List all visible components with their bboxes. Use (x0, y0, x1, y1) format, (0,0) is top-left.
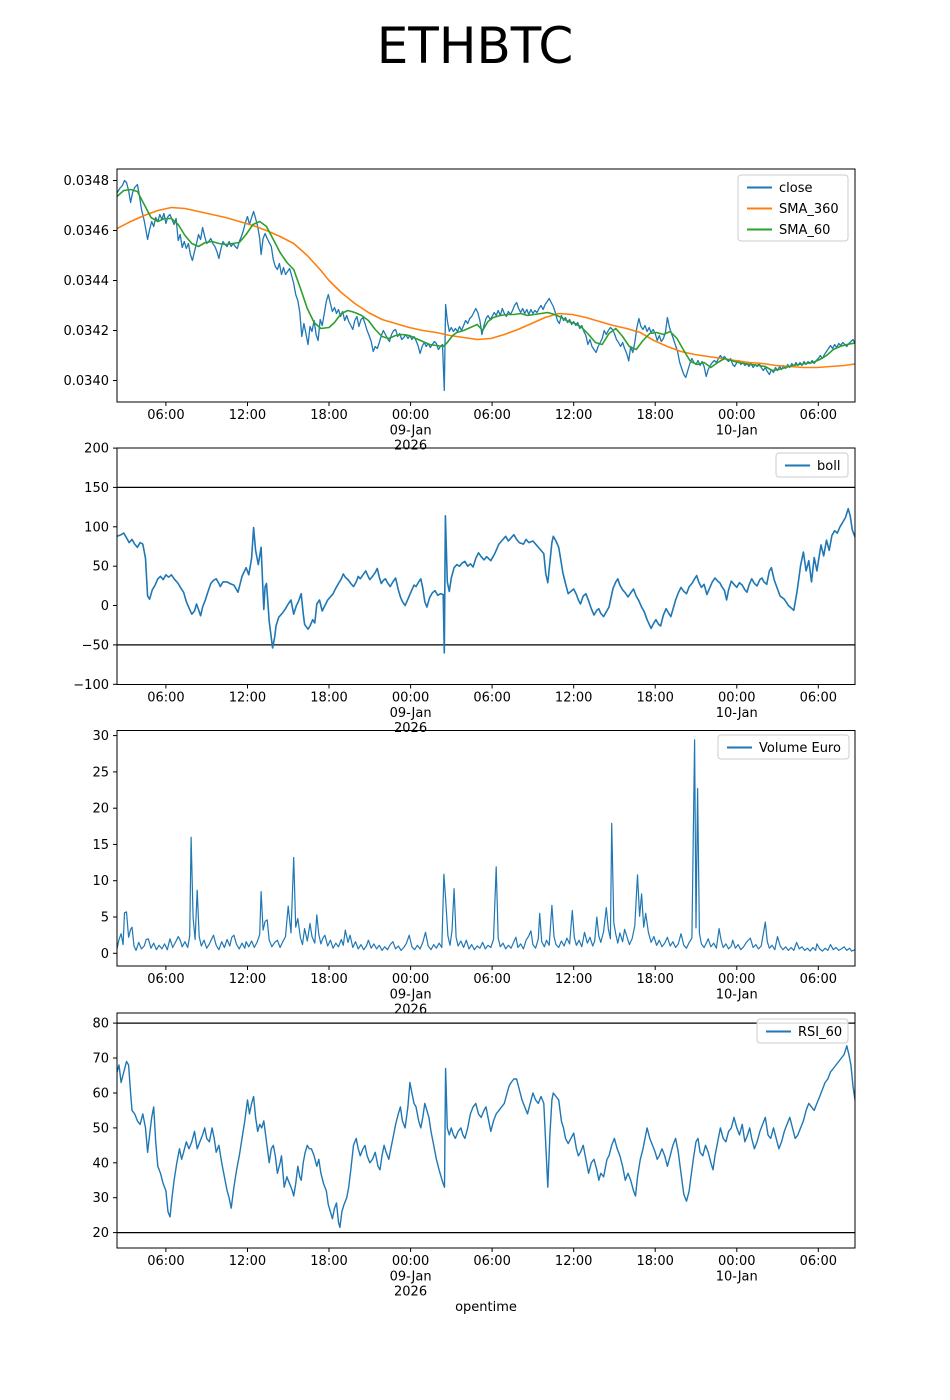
x-tick-label: 06:00 (473, 408, 511, 423)
boll-line (117, 509, 855, 653)
y-tick-label: 50 (92, 1121, 109, 1137)
x-tick-label: 18:00 (310, 1254, 348, 1269)
y-tick-label: 0.0340 (63, 374, 109, 389)
x-tick-label: 00:00 (718, 408, 756, 423)
legend-rsi_60-label: RSI_60 (798, 1025, 843, 1040)
y-tick-label: −100 (73, 677, 109, 693)
x-tick-date-label: 09-Jan (389, 423, 432, 439)
y-tick-label: 60 (92, 1086, 109, 1102)
y-tick-label: 5 (100, 910, 109, 926)
chart-volume (92, 729, 855, 1017)
y-tick-label: 0 (100, 599, 109, 615)
x-tick-label: 06:00 (473, 1254, 511, 1269)
x-tick-label: 06:00 (799, 972, 838, 987)
x-tick-label: 18:00 (636, 690, 674, 706)
x-tick-date-label: 10-Jan (715, 987, 758, 1003)
y-tick-label: 0 (100, 946, 109, 962)
y-tick-label: 20 (92, 1226, 109, 1242)
legend (776, 453, 848, 477)
axes-border (117, 1013, 855, 1248)
y-tick-label: 40 (92, 1156, 109, 1172)
x-tick-year-label: 2026 (394, 1284, 428, 1300)
x-tick-label: 06:00 (473, 690, 511, 706)
x-tick-date-label: 10-Jan (715, 1269, 758, 1285)
x-tick-label: 12:00 (228, 972, 267, 987)
axes-border (117, 448, 855, 685)
legend-sma_60-label: SMA_60 (779, 223, 831, 238)
x-tick-date-label: 09-Jan (389, 706, 432, 721)
y-tick-label: 0.0348 (63, 174, 109, 189)
x-tick-label: 12:00 (228, 1254, 267, 1269)
chart-price (64, 169, 856, 454)
x-tick-year-label: 2026 (394, 1002, 428, 1018)
x-tick-label: 06:00 (473, 972, 511, 987)
y-tick-label: 150 (84, 480, 109, 496)
x-tick-label: 06:00 (147, 1254, 185, 1269)
y-tick-label: 10 (92, 874, 109, 890)
x-tick-label: 00:00 (391, 408, 430, 423)
chart-rsi (92, 1013, 855, 1300)
x-tick-label: 00:00 (718, 690, 756, 706)
x-tick-label: 18:00 (310, 972, 348, 987)
x-tick-label: 12:00 (554, 972, 593, 987)
x-tick-label: 12:00 (554, 408, 593, 423)
x-tick-label: 12:00 (228, 690, 267, 706)
legend-volume-euro-label: Volume Euro (759, 741, 841, 756)
x-tick-label: 06:00 (147, 408, 185, 423)
y-tick-label: 0.0346 (63, 224, 109, 239)
x-tick-label: 06:00 (147, 690, 185, 706)
x-tick-label: 00:00 (718, 972, 756, 987)
x-tick-label: 12:00 (554, 690, 593, 706)
y-tick-label: 30 (92, 729, 109, 745)
x-tick-label: 18:00 (310, 690, 348, 706)
y-tick-label: 100 (84, 520, 109, 536)
x-tick-label: 06:00 (799, 1254, 838, 1269)
y-tick-label: 70 (92, 1051, 109, 1067)
chart-boll (73, 442, 855, 736)
legend-boll-label: boll (817, 459, 841, 474)
legend (757, 1019, 848, 1043)
legend (738, 175, 848, 241)
x-tick-label: 06:00 (147, 972, 185, 987)
y-tick-label: 50 (92, 559, 109, 575)
x-tick-label: 12:00 (554, 1254, 593, 1269)
x-tick-year-label: 2026 (394, 438, 428, 454)
y-tick-label: 0.0342 (63, 324, 109, 339)
x-tick-date-label: 09-Jan (389, 1269, 432, 1285)
x-tick-label: 00:00 (718, 1254, 756, 1269)
x-tick-label: 18:00 (636, 972, 674, 987)
legend (718, 735, 849, 759)
x-tick-label: 18:00 (636, 1254, 674, 1269)
x-tick-date-label: 10-Jan (715, 423, 758, 439)
y-tick-label: −50 (81, 638, 109, 654)
x-tick-date-label: 09-Jan (389, 987, 432, 1003)
x-tick-label: 00:00 (391, 972, 430, 987)
legend-close-label: close (779, 181, 813, 196)
x-tick-date-label: 10-Jan (715, 706, 758, 721)
chart-title: ETHBTC (376, 17, 574, 75)
y-tick-label: 30 (92, 1191, 109, 1207)
x-tick-label: 12:00 (228, 408, 267, 423)
y-tick-label: 20 (92, 801, 109, 817)
x-tick-label: 06:00 (799, 690, 838, 706)
x-axis-label: opentime (455, 1300, 517, 1315)
y-tick-label: 200 (84, 441, 109, 457)
legend-sma_360-label: SMA_360 (779, 202, 839, 217)
volume-euro-line (117, 740, 855, 951)
y-tick-label: 25 (92, 765, 109, 781)
rsi_60-line (117, 1046, 855, 1228)
y-tick-label: 0.0344 (63, 274, 109, 289)
y-tick-label: 15 (92, 837, 109, 853)
x-tick-label: 18:00 (636, 408, 674, 423)
x-tick-label: 00:00 (391, 1254, 430, 1269)
x-tick-label: 00:00 (391, 690, 430, 706)
y-tick-label: 80 (92, 1016, 109, 1032)
x-tick-label: 18:00 (310, 408, 348, 423)
x-tick-year-label: 2026 (394, 721, 428, 736)
x-tick-label: 06:00 (799, 408, 838, 423)
axes-border (117, 731, 855, 967)
